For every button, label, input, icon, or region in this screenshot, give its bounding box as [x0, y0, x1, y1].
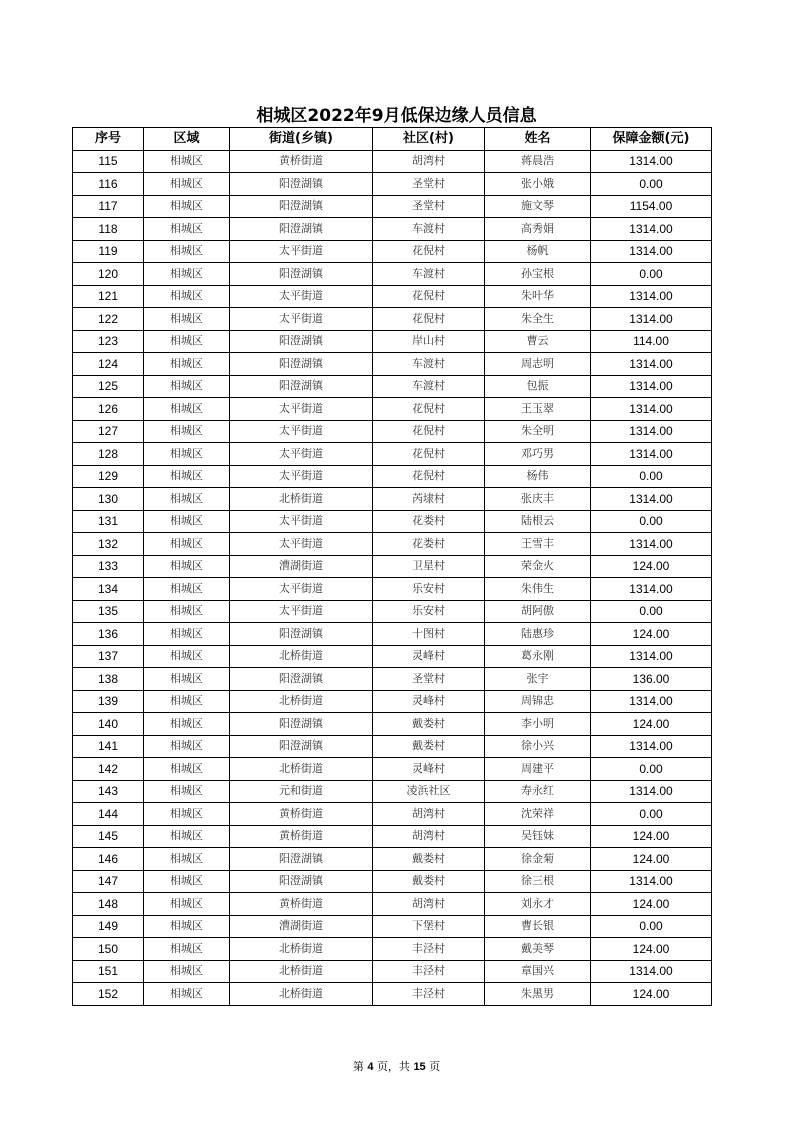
cell-area: 相城区 [144, 398, 230, 421]
cell-community: 乐安村 [373, 600, 485, 623]
cell-area: 相城区 [144, 848, 230, 871]
cell-name: 王雪丰 [485, 533, 591, 556]
cell-serial: 127 [73, 420, 144, 443]
cell-street: 太平街道 [230, 398, 373, 421]
cell-area: 相城区 [144, 735, 230, 758]
cell-street: 太平街道 [230, 420, 373, 443]
cell-community: 圣堂村 [373, 195, 485, 218]
cell-amount: 124.00 [591, 848, 712, 871]
cell-community: 丰泾村 [373, 938, 485, 961]
cell-street: 黄桥街道 [230, 150, 373, 173]
cell-name: 周建平 [485, 758, 591, 781]
table-row [73, 780, 712, 803]
cell-amount: 0.00 [591, 758, 712, 781]
table-row [73, 353, 712, 376]
cell-serial: 119 [73, 240, 144, 263]
cell-name: 周锦忠 [485, 690, 591, 713]
table-row [73, 690, 712, 713]
cell-street: 阳澄湖镇 [230, 218, 373, 241]
cell-serial: 136 [73, 623, 144, 646]
cell-community: 圣堂村 [373, 173, 485, 196]
cell-area: 相城区 [144, 690, 230, 713]
table-row [73, 825, 712, 848]
cell-community: 花娄村 [373, 510, 485, 533]
cell-serial: 116 [73, 173, 144, 196]
cell-community: 花倪村 [373, 285, 485, 308]
cell-area: 相城区 [144, 780, 230, 803]
cell-serial: 134 [73, 578, 144, 601]
cell-amount: 1314.00 [591, 645, 712, 668]
cell-amount: 124.00 [591, 983, 712, 1006]
cell-name: 曹云 [485, 330, 591, 353]
table-row [73, 893, 712, 916]
cell-area: 相城区 [144, 420, 230, 443]
cell-community: 花娄村 [373, 533, 485, 556]
cell-serial: 129 [73, 465, 144, 488]
cell-area: 相城区 [144, 375, 230, 398]
cell-street: 漕湖街道 [230, 915, 373, 938]
cell-serial: 148 [73, 893, 144, 916]
cell-name: 蒋晨浩 [485, 150, 591, 173]
cell-serial: 133 [73, 555, 144, 578]
cell-name: 张小娥 [485, 173, 591, 196]
cell-street: 阳澄湖镇 [230, 668, 373, 691]
cell-amount: 124.00 [591, 825, 712, 848]
cell-name: 孙宝根 [485, 263, 591, 286]
cell-area: 相城区 [144, 713, 230, 736]
table-row [73, 263, 712, 286]
cell-street: 元和街道 [230, 780, 373, 803]
cell-amount: 114.00 [591, 330, 712, 353]
cell-street: 漕湖街道 [230, 555, 373, 578]
cell-serial: 128 [73, 443, 144, 466]
cell-serial: 138 [73, 668, 144, 691]
cell-serial: 141 [73, 735, 144, 758]
cell-name: 朱全生 [485, 308, 591, 331]
cell-name: 高秀娟 [485, 218, 591, 241]
cell-serial: 147 [73, 870, 144, 893]
table-row [73, 758, 712, 781]
footer-middle: 页，共 [376, 1060, 410, 1073]
cell-street: 阳澄湖镇 [230, 848, 373, 871]
cell-street: 北桥街道 [230, 983, 373, 1006]
cell-serial: 145 [73, 825, 144, 848]
cell-street: 阳澄湖镇 [230, 375, 373, 398]
cell-street: 阳澄湖镇 [230, 735, 373, 758]
cell-area: 相城区 [144, 240, 230, 263]
cell-area: 相城区 [144, 263, 230, 286]
cell-street: 太平街道 [230, 308, 373, 331]
cell-amount: 1314.00 [591, 375, 712, 398]
cell-name: 徐三根 [485, 870, 591, 893]
cell-area: 相城区 [144, 465, 230, 488]
cell-serial: 152 [73, 983, 144, 1006]
table-header-row [73, 128, 712, 151]
cell-amount: 1314.00 [591, 308, 712, 331]
table-row [73, 938, 712, 961]
cell-community: 胡湾村 [373, 803, 485, 826]
cell-street: 阳澄湖镇 [230, 330, 373, 353]
cell-amount: 1314.00 [591, 240, 712, 263]
cell-community: 圣堂村 [373, 668, 485, 691]
cell-street: 阳澄湖镇 [230, 195, 373, 218]
cell-amount: 124.00 [591, 938, 712, 961]
table-row [73, 420, 712, 443]
cell-community: 花倪村 [373, 240, 485, 263]
cell-area: 相城区 [144, 623, 230, 646]
cell-street: 北桥街道 [230, 758, 373, 781]
cell-area: 相城区 [144, 218, 230, 241]
cell-name: 王玉翠 [485, 398, 591, 421]
cell-street: 阳澄湖镇 [230, 173, 373, 196]
cell-amount: 1314.00 [591, 353, 712, 376]
cell-area: 相城区 [144, 533, 230, 556]
cell-amount: 1314.00 [591, 218, 712, 241]
cell-area: 相城区 [144, 960, 230, 983]
cell-name: 陆根云 [485, 510, 591, 533]
cell-area: 相城区 [144, 308, 230, 331]
cell-community: 凌浜社区 [373, 780, 485, 803]
cell-name: 张宇 [485, 668, 591, 691]
cell-area: 相城区 [144, 488, 230, 511]
cell-amount: 1314.00 [591, 533, 712, 556]
cell-amount: 0.00 [591, 915, 712, 938]
cell-name: 曹长银 [485, 915, 591, 938]
cell-name: 戴美琴 [485, 938, 591, 961]
table-row [73, 578, 712, 601]
cell-amount: 0.00 [591, 173, 712, 196]
cell-name: 朱叶华 [485, 285, 591, 308]
cell-amount: 1314.00 [591, 443, 712, 466]
cell-serial: 126 [73, 398, 144, 421]
cell-area: 相城区 [144, 510, 230, 533]
cell-area: 相城区 [144, 578, 230, 601]
cell-serial: 132 [73, 533, 144, 556]
cell-name: 李小明 [485, 713, 591, 736]
cell-area: 相城区 [144, 938, 230, 961]
cell-amount: 124.00 [591, 555, 712, 578]
cell-amount: 0.00 [591, 803, 712, 826]
cell-amount: 1154.00 [591, 195, 712, 218]
cell-name: 荣金火 [485, 555, 591, 578]
cell-serial: 139 [73, 690, 144, 713]
cell-amount: 1314.00 [591, 780, 712, 803]
cell-community: 胡湾村 [373, 893, 485, 916]
cell-street: 北桥街道 [230, 960, 373, 983]
cell-street: 太平街道 [230, 443, 373, 466]
cell-amount: 124.00 [591, 713, 712, 736]
cell-area: 相城区 [144, 668, 230, 691]
cell-name: 章国兴 [485, 960, 591, 983]
cell-community: 戴娄村 [373, 848, 485, 871]
cell-community: 下堡村 [373, 915, 485, 938]
cell-name: 张庆丰 [485, 488, 591, 511]
cell-area: 相城区 [144, 330, 230, 353]
cell-community: 灵峰村 [373, 690, 485, 713]
table-row [73, 375, 712, 398]
table-row [73, 150, 712, 173]
cell-amount: 1314.00 [591, 398, 712, 421]
cell-serial: 135 [73, 600, 144, 623]
cell-area: 相城区 [144, 915, 230, 938]
cell-serial: 150 [73, 938, 144, 961]
footer-prefix: 第 [352, 1060, 364, 1073]
header-street: 街道(乡镇) [230, 128, 373, 151]
cell-community: 戴娄村 [373, 870, 485, 893]
table-row [73, 960, 712, 983]
page-footer [0, 1058, 793, 1074]
cell-name: 施文琴 [485, 195, 591, 218]
table-row [73, 848, 712, 871]
cell-area: 相城区 [144, 983, 230, 1006]
cell-community: 胡湾村 [373, 825, 485, 848]
cell-street: 太平街道 [230, 533, 373, 556]
cell-serial: 118 [73, 218, 144, 241]
cell-name: 朱全明 [485, 420, 591, 443]
cell-serial: 123 [73, 330, 144, 353]
cell-street: 北桥街道 [230, 645, 373, 668]
cell-amount: 1314.00 [591, 285, 712, 308]
cell-serial: 151 [73, 960, 144, 983]
cell-area: 相城区 [144, 173, 230, 196]
cell-street: 阳澄湖镇 [230, 353, 373, 376]
footer-page-number: 4 [367, 1061, 374, 1073]
cell-street: 黄桥街道 [230, 825, 373, 848]
cell-street: 黄桥街道 [230, 803, 373, 826]
cell-amount: 124.00 [591, 893, 712, 916]
cell-serial: 146 [73, 848, 144, 871]
cell-street: 太平街道 [230, 285, 373, 308]
table-row [73, 600, 712, 623]
cell-serial: 120 [73, 263, 144, 286]
cell-area: 相城区 [144, 645, 230, 668]
cell-name: 杨伟 [485, 465, 591, 488]
table-row [73, 668, 712, 691]
cell-community: 花倪村 [373, 398, 485, 421]
cell-community: 乐安村 [373, 578, 485, 601]
cell-area: 相城区 [144, 285, 230, 308]
cell-community: 卫星村 [373, 555, 485, 578]
table-row [73, 240, 712, 263]
cell-area: 相城区 [144, 195, 230, 218]
table-row [73, 308, 712, 331]
document-title: 相城区2022年9月低保边缘人员信息 [256, 106, 537, 126]
cell-community: 车渡村 [373, 263, 485, 286]
cell-serial: 142 [73, 758, 144, 781]
table-row [73, 443, 712, 466]
header-serial: 序号 [73, 128, 144, 151]
cell-area: 相城区 [144, 803, 230, 826]
cell-amount: 1314.00 [591, 735, 712, 758]
cell-area: 相城区 [144, 443, 230, 466]
cell-name: 徐金菊 [485, 848, 591, 871]
cell-street: 阳澄湖镇 [230, 263, 373, 286]
cell-name: 沈荣祥 [485, 803, 591, 826]
cell-serial: 124 [73, 353, 144, 376]
cell-street: 太平街道 [230, 578, 373, 601]
table-row [73, 510, 712, 533]
cell-community: 胡湾村 [373, 150, 485, 173]
cell-community: 车渡村 [373, 353, 485, 376]
cell-name: 葛永刚 [485, 645, 591, 668]
cell-name: 朱伟生 [485, 578, 591, 601]
header-area: 区域 [144, 128, 230, 151]
cell-serial: 115 [73, 150, 144, 173]
table-row [73, 645, 712, 668]
cell-amount: 0.00 [591, 465, 712, 488]
cell-street: 阳澄湖镇 [230, 713, 373, 736]
cell-serial: 122 [73, 308, 144, 331]
cell-serial: 131 [73, 510, 144, 533]
cell-amount: 1314.00 [591, 690, 712, 713]
cell-amount: 1314.00 [591, 150, 712, 173]
cell-area: 相城区 [144, 893, 230, 916]
cell-name: 吴钰妹 [485, 825, 591, 848]
cell-amount: 124.00 [591, 623, 712, 646]
header-amount: 保障金额(元) [591, 128, 712, 151]
cell-community: 戴娄村 [373, 713, 485, 736]
cell-serial: 117 [73, 195, 144, 218]
cell-serial: 125 [73, 375, 144, 398]
cell-community: 花倪村 [373, 420, 485, 443]
cell-amount: 1314.00 [591, 960, 712, 983]
table-row [73, 555, 712, 578]
table-row [73, 330, 712, 353]
table-row [73, 285, 712, 308]
cell-name: 包振 [485, 375, 591, 398]
cell-amount: 1314.00 [591, 578, 712, 601]
cell-street: 北桥街道 [230, 488, 373, 511]
table-row [73, 465, 712, 488]
footer-suffix: 页 [429, 1060, 441, 1073]
cell-serial: 140 [73, 713, 144, 736]
cell-amount: 136.00 [591, 668, 712, 691]
cell-area: 相城区 [144, 600, 230, 623]
cell-street: 太平街道 [230, 240, 373, 263]
cell-amount: 1314.00 [591, 870, 712, 893]
table-row [73, 173, 712, 196]
table-row [73, 713, 712, 736]
cell-street: 太平街道 [230, 600, 373, 623]
cell-street: 太平街道 [230, 465, 373, 488]
cell-street: 黄桥街道 [230, 893, 373, 916]
cell-community: 芮埭村 [373, 488, 485, 511]
cell-serial: 144 [73, 803, 144, 826]
cell-serial: 143 [73, 780, 144, 803]
table-row [73, 915, 712, 938]
table-row [73, 398, 712, 421]
cell-amount: 0.00 [591, 510, 712, 533]
cell-serial: 121 [73, 285, 144, 308]
table-row [73, 735, 712, 758]
cell-name: 胡阿傲 [485, 600, 591, 623]
cell-community: 车渡村 [373, 375, 485, 398]
cell-community: 戴娄村 [373, 735, 485, 758]
cell-area: 相城区 [144, 870, 230, 893]
data-table [72, 127, 712, 1006]
cell-community: 灵峰村 [373, 645, 485, 668]
cell-serial: 130 [73, 488, 144, 511]
header-community: 社区(村) [373, 128, 485, 151]
cell-community: 花倪村 [373, 443, 485, 466]
cell-area: 相城区 [144, 353, 230, 376]
cell-community: 车渡村 [373, 218, 485, 241]
cell-street: 北桥街道 [230, 938, 373, 961]
cell-area: 相城区 [144, 825, 230, 848]
table-row [73, 870, 712, 893]
table-row [73, 218, 712, 241]
cell-street: 阳澄湖镇 [230, 870, 373, 893]
cell-serial: 149 [73, 915, 144, 938]
cell-street: 太平街道 [230, 510, 373, 533]
footer-total-pages: 15 [413, 1061, 426, 1073]
cell-amount: 1314.00 [591, 420, 712, 443]
cell-community: 丰泾村 [373, 983, 485, 1006]
cell-name: 徐小兴 [485, 735, 591, 758]
table-row [73, 623, 712, 646]
table-row [73, 195, 712, 218]
cell-name: 杨帆 [485, 240, 591, 263]
cell-community: 灵峰村 [373, 758, 485, 781]
table-row [73, 803, 712, 826]
header-name: 姓名 [485, 128, 591, 151]
cell-community: 花倪村 [373, 465, 485, 488]
table-row [73, 488, 712, 511]
cell-name: 周志明 [485, 353, 591, 376]
cell-community: 花倪村 [373, 308, 485, 331]
cell-community: 岸山村 [373, 330, 485, 353]
cell-name: 刘永才 [485, 893, 591, 916]
cell-area: 相城区 [144, 150, 230, 173]
cell-name: 邓巧男 [485, 443, 591, 466]
cell-community: 十图村 [373, 623, 485, 646]
cell-amount: 0.00 [591, 263, 712, 286]
table-row [73, 533, 712, 556]
cell-area: 相城区 [144, 555, 230, 578]
cell-community: 丰泾村 [373, 960, 485, 983]
table-body [73, 150, 712, 1005]
cell-serial: 137 [73, 645, 144, 668]
cell-amount: 0.00 [591, 600, 712, 623]
cell-area: 相城区 [144, 758, 230, 781]
cell-street: 阳澄湖镇 [230, 623, 373, 646]
table-row [73, 983, 712, 1006]
cell-name: 陆惠珍 [485, 623, 591, 646]
cell-name: 寿永红 [485, 780, 591, 803]
cell-name: 朱黑男 [485, 983, 591, 1006]
cell-street: 北桥街道 [230, 690, 373, 713]
cell-amount: 1314.00 [591, 488, 712, 511]
